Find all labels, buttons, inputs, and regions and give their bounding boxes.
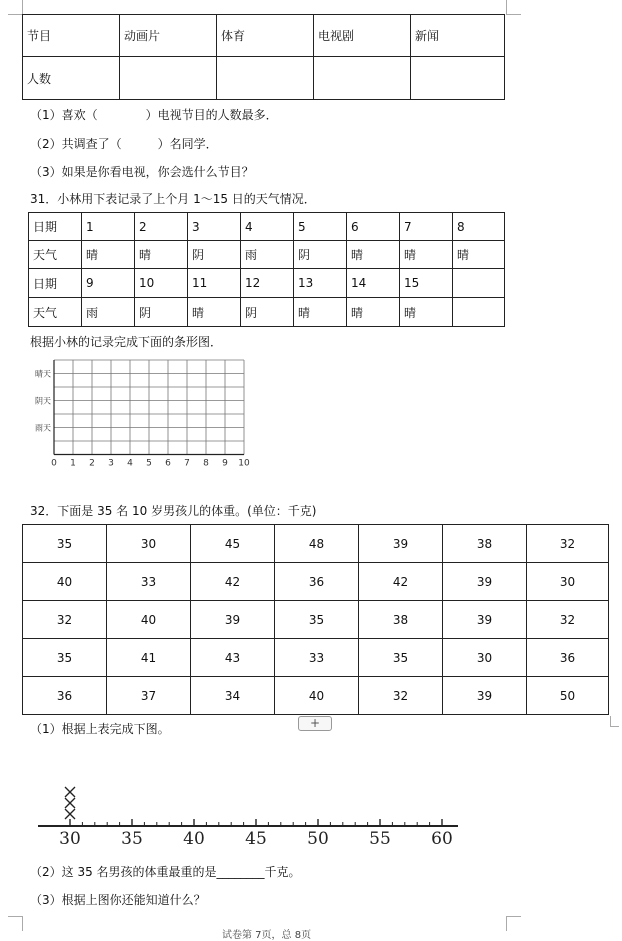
weight-table xyxy=(22,524,609,715)
table-cell: 阴 xyxy=(188,241,241,269)
table-cell: 日期 xyxy=(29,213,82,241)
table-cell: 电视剧 xyxy=(314,15,411,57)
table-cell: 36 xyxy=(527,639,609,677)
q32-sub2: （2）这 35 名男孩的体重最重的是________千克。 xyxy=(30,865,301,879)
table-cell: 36 xyxy=(275,563,359,601)
table-cell: 晴 xyxy=(453,241,505,269)
table-cell: 晴 xyxy=(347,298,400,327)
table-cell: 43 xyxy=(191,639,275,677)
table-cell: 30 xyxy=(443,639,527,677)
table-cell[interactable] xyxy=(120,57,217,100)
table-cell: 4 xyxy=(241,213,294,241)
x-tick-label: 50 xyxy=(307,829,329,849)
x-tick-label: 5 xyxy=(146,458,152,469)
table-cell: 10 xyxy=(135,269,188,298)
table-cell: 9 xyxy=(82,269,135,298)
table-cell: 35 xyxy=(275,601,359,639)
x-tick-label: 1 xyxy=(70,458,76,469)
table-cell: 35 xyxy=(359,639,443,677)
table-cell: 晴 xyxy=(135,241,188,269)
table-cell: 动画片 xyxy=(120,15,217,57)
table-cell: 2 xyxy=(135,213,188,241)
table-cell: 32 xyxy=(527,601,609,639)
table-cell: 15 xyxy=(400,269,453,298)
x-tick-label: 60 xyxy=(431,829,453,849)
table-cell: 3 xyxy=(188,213,241,241)
table-cell: 32 xyxy=(527,525,609,563)
x-tick-label: 4 xyxy=(127,458,133,469)
table-cell: 晴 xyxy=(400,298,453,327)
corner-mark-bottom-left xyxy=(8,916,23,931)
table-cell: 33 xyxy=(107,563,191,601)
add-row-button[interactable]: + xyxy=(298,716,332,731)
corner-mark-top-left xyxy=(8,0,23,15)
table-cell: 11 xyxy=(188,269,241,298)
table-cell: 42 xyxy=(191,563,275,601)
table-cell: 30 xyxy=(107,525,191,563)
table-cell: 阴 xyxy=(241,298,294,327)
table-cell: 39 xyxy=(359,525,443,563)
table-cell: 37 xyxy=(107,677,191,715)
y-tick-label: 晴天 xyxy=(35,369,51,379)
table-cell: 39 xyxy=(191,601,275,639)
x-tick-label: 0 xyxy=(51,458,57,469)
table-cell: 7 xyxy=(400,213,453,241)
table-cell: 1 xyxy=(82,213,135,241)
page-footer: 试卷第 7页，总 8页 xyxy=(222,930,312,941)
x-mark xyxy=(65,787,75,797)
x-tick-label: 35 xyxy=(121,829,143,849)
table-cell: 阴 xyxy=(135,298,188,327)
q32-sub3: （3）根据上图你还能知道什么？ xyxy=(30,893,206,907)
x-mark xyxy=(65,809,75,819)
table-cell: 39 xyxy=(443,563,527,601)
q32-sub1: （1）根据上表完成下图。 xyxy=(30,722,170,736)
table-cell: 体育 xyxy=(217,15,314,57)
x-tick-label: 7 xyxy=(184,458,190,469)
table-cell[interactable] xyxy=(217,57,314,100)
q31-title: 31．小林用下表记录了上个月 1～15 日的天气情况． xyxy=(30,192,316,206)
table-cell: 13 xyxy=(294,269,347,298)
table-cell: 38 xyxy=(359,601,443,639)
table-cell: 雨 xyxy=(82,298,135,327)
y-tick-label: 阴天 xyxy=(35,396,51,406)
table-cell: 5 xyxy=(294,213,347,241)
x-tick-label: 6 xyxy=(165,458,171,469)
x-mark xyxy=(65,798,75,808)
x-tick-label: 8 xyxy=(203,458,209,469)
q32-title: 32．下面是 35 名 10 岁男孩儿的体重。(单位：千克) xyxy=(30,504,317,518)
table-cell: 14 xyxy=(347,269,400,298)
q30-sub2: （2）共调查了（ ）名同学． xyxy=(30,137,218,151)
x-tick-label: 30 xyxy=(59,829,81,849)
table-cell: 36 xyxy=(23,677,107,715)
table-cell: 35 xyxy=(23,525,107,563)
table-resize-handle[interactable] xyxy=(610,716,619,727)
table-cell: 45 xyxy=(191,525,275,563)
table-cell: 晴 xyxy=(400,241,453,269)
table-cell: 50 xyxy=(527,677,609,715)
table-cell[interactable] xyxy=(314,57,411,100)
x-tick-label: 10 xyxy=(238,458,250,469)
table-cell: 41 xyxy=(107,639,191,677)
table-cell: 48 xyxy=(275,525,359,563)
table-cell: 新闻 xyxy=(411,15,505,57)
table-cell[interactable] xyxy=(411,57,505,100)
table-cell: 33 xyxy=(275,639,359,677)
table-cell: 日期 xyxy=(29,269,82,298)
table-cell: 人数 xyxy=(23,57,120,100)
table-cell: 12 xyxy=(241,269,294,298)
table-cell: 32 xyxy=(359,677,443,715)
x-tick-label: 40 xyxy=(183,829,205,849)
x-tick-label: 3 xyxy=(108,458,114,469)
program-table xyxy=(22,14,505,100)
q30-sub3: （3）如果是你看电视，你会选什么节目？ xyxy=(30,165,254,179)
table-cell: 天气 xyxy=(29,298,82,327)
q30-sub1: （1）喜欢（ ）电视节目的人数最多． xyxy=(30,108,278,122)
table-cell: 晴 xyxy=(188,298,241,327)
table-cell: 38 xyxy=(443,525,527,563)
table-cell: 晴 xyxy=(347,241,400,269)
table-cell: 42 xyxy=(359,563,443,601)
x-tick-label: 55 xyxy=(369,829,391,849)
weather-table xyxy=(28,212,505,327)
table-cell: 40 xyxy=(23,563,107,601)
table-cell xyxy=(453,298,505,327)
table-cell xyxy=(453,269,505,298)
table-cell: 6 xyxy=(347,213,400,241)
table-cell: 节目 xyxy=(23,15,120,57)
corner-mark-bottom-right xyxy=(506,916,521,931)
table-cell: 阴 xyxy=(294,241,347,269)
table-cell: 晴 xyxy=(82,241,135,269)
x-tick-label: 2 xyxy=(89,458,95,469)
table-cell: 35 xyxy=(23,639,107,677)
weather-bar-chart[interactable] xyxy=(22,352,262,470)
table-cell: 39 xyxy=(443,677,527,715)
table-cell: 32 xyxy=(23,601,107,639)
table-cell: 40 xyxy=(107,601,191,639)
table-cell: 34 xyxy=(191,677,275,715)
q31-instruction: 根据小林的记录完成下面的条形图． xyxy=(30,335,223,349)
table-cell: 40 xyxy=(275,677,359,715)
table-cell: 8 xyxy=(453,213,505,241)
table-cell: 天气 xyxy=(29,241,82,269)
x-tick-label: 45 xyxy=(245,829,267,849)
weight-line-plot[interactable] xyxy=(30,778,470,850)
table-cell: 晴 xyxy=(294,298,347,327)
y-tick-label: 雨天 xyxy=(35,423,51,433)
x-tick-label: 9 xyxy=(222,458,228,469)
table-cell: 30 xyxy=(527,563,609,601)
corner-mark-top-right xyxy=(506,0,521,15)
table-cell: 39 xyxy=(443,601,527,639)
table-cell: 雨 xyxy=(241,241,294,269)
